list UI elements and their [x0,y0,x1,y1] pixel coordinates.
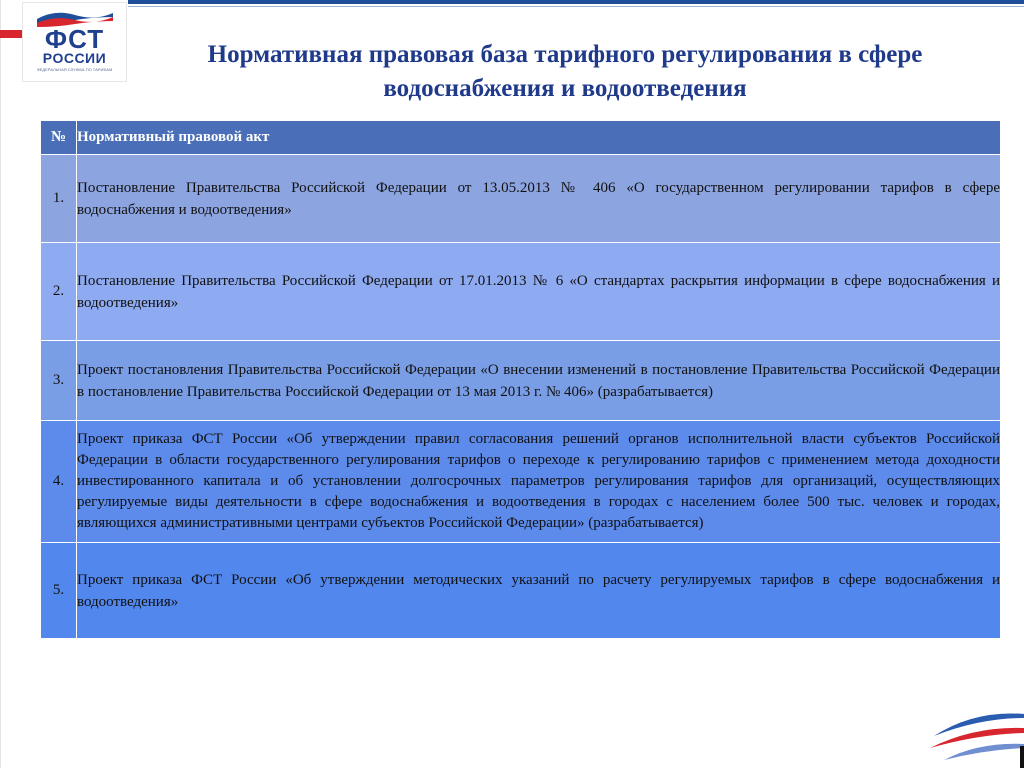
row-number: 5. [41,543,77,639]
row-act-text: Постановление Правительства Российской Федерации от 17.01.2013 № 6 «О стандартах раскрытия информации в сфере водоснабжения и водоотведения» [77,243,1001,341]
row-act-text: Проект приказа ФСТ России «Об утверждении правил согласования решений органов исполнительной власти субъектов Российской Федерации в области государственного регулирования тарифов о переходе к регулированию тарифов с применением метода доходности инвестированного капитала и об установлении долгосрочных параметров регулирования тарифов для организаций, осуществляющих регулируемые виды деятельности в сфере водоснабжения и водоотведения в городах с населением более 500 тыс. человек и городах, являющихся административными центрами субъектов Российской Федерации» (разрабатывается) [77,421,1001,543]
logo-subtitle: ФЕДЕРАЛЬНАЯ СЛУЖБА ПО ТАРИФАМ [36,67,113,72]
row-number: 2. [41,243,77,341]
row-number: 4. [41,421,77,543]
logo-text-fst: ФСТ [44,24,105,54]
legal-acts-table [40,120,1001,639]
table-row [41,543,1001,639]
table-row [41,421,1001,543]
header-legal-act: Нормативный правовой акт [77,121,1001,155]
corner-mark [1020,746,1024,768]
page-title-line-1: Нормативная правовая база тарифного регулирования в сфере [207,41,923,68]
header-number: № [41,121,77,155]
blue-header-stripe [128,0,1024,4]
thin-header-line [128,6,1024,7]
row-act-text: Постановление Правительства Российской Федерации от 13.05.2013 № 406 «О государственном регулировании тарифов в сфере водоснабжения и водоотведения» [77,155,1001,243]
table-row [41,155,1001,243]
table-header-row [41,121,1001,155]
page-title-line-2: водоснабжения и водоотведения [383,75,747,102]
page-title [140,38,990,106]
left-edge-line [0,0,1,768]
fst-logo [22,2,127,82]
row-act-text: Проект приказа ФСТ России «Об утверждении методических указаний по расчету регулируемых тарифов в сфере водоснабжения и водоотведения» [77,543,1001,639]
row-number: 3. [41,341,77,421]
decorative-swoosh-icon [924,698,1024,768]
logo-text-rossii: РОССИИ [42,50,107,66]
row-number: 1. [41,155,77,243]
table-row [41,243,1001,341]
row-act-text: Проект постановления Правительства Российской Федерации «О внесении изменений в постановление Правительства Российской Федерации в постановление Правительства Российской Федерации от 13 мая 2013 г. № 406» (разрабатывается) [77,341,1001,421]
table-row [41,341,1001,421]
red-accent-stripe [0,30,22,38]
